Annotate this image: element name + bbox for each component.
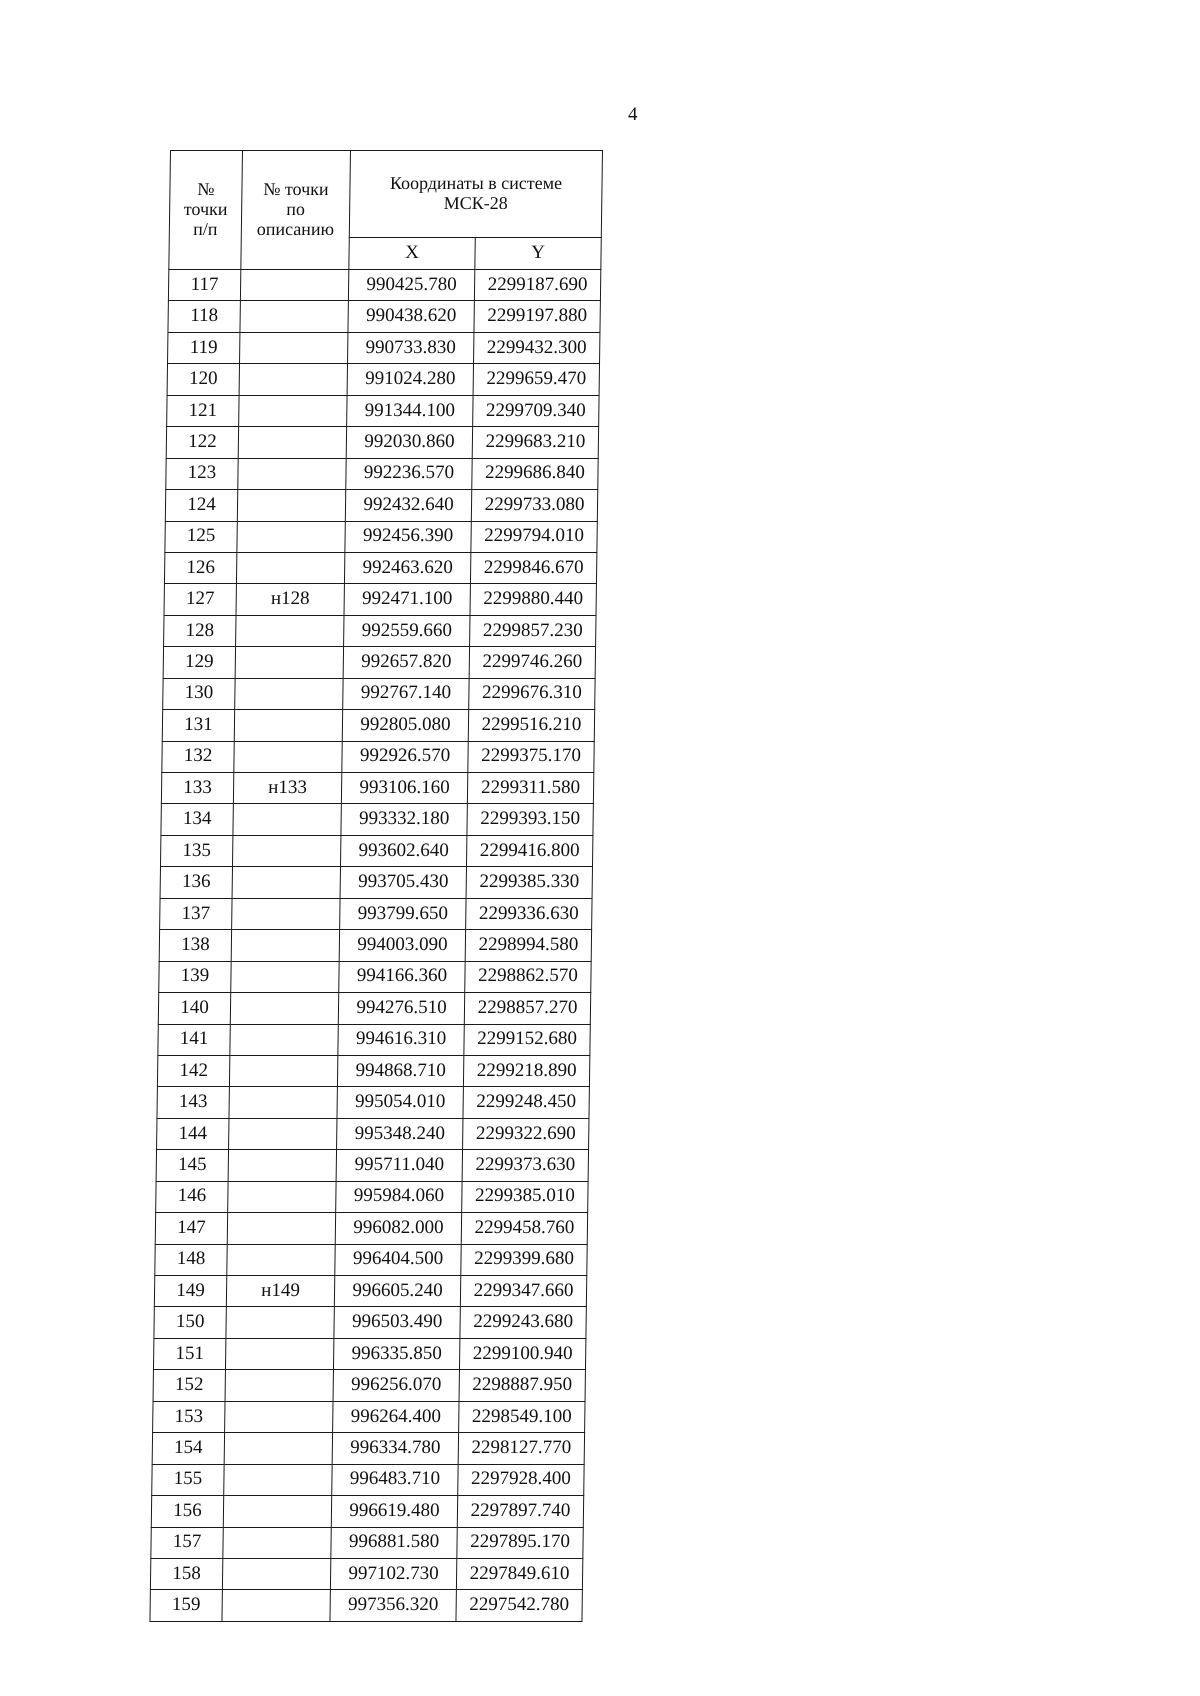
- table-row: [151, 1527, 583, 1558]
- table-row: [158, 1024, 590, 1055]
- table-row: [163, 678, 595, 709]
- point-number-cell: 151: [153, 1338, 225, 1369]
- x-coordinate-cell: 996404.500: [335, 1244, 461, 1275]
- x-coordinate-cell: 995054.010: [337, 1087, 463, 1118]
- y-coordinate-cell: 2299336.630: [466, 898, 592, 929]
- point-number-cell: 126: [164, 552, 236, 583]
- table-row: [160, 867, 592, 898]
- y-coordinate-cell: 2299733.080: [471, 490, 597, 521]
- table-row: [153, 1338, 585, 1369]
- table-row: [153, 1401, 585, 1432]
- point-number-cell: 117: [168, 270, 240, 301]
- y-coordinate-cell: 2299187.690: [474, 270, 600, 301]
- table-row: [162, 741, 594, 772]
- x-coordinate-cell: 992456.390: [345, 521, 471, 552]
- y-coordinate-cell: 2299659.470: [473, 364, 599, 395]
- y-coordinate-cell: 2297895.170: [457, 1527, 583, 1558]
- point-number-cell: 154: [152, 1433, 224, 1464]
- x-coordinate-cell: 992432.640: [345, 490, 471, 521]
- y-coordinate-cell: 2298862.570: [465, 961, 591, 992]
- point-number-cell: 135: [160, 835, 232, 866]
- description-point-cell: [227, 1213, 335, 1244]
- col-description-point-header-line1: № точки: [263, 179, 329, 200]
- y-coordinate-cell: 2299880.440: [470, 584, 596, 615]
- table-row: [163, 647, 595, 678]
- col-point-number-header-line3: п/п: [193, 218, 218, 239]
- table-row: [167, 395, 599, 426]
- point-number-cell: 137: [160, 898, 232, 929]
- y-coordinate-cell: 2299458.760: [461, 1213, 587, 1244]
- description-point-cell: [222, 1558, 330, 1589]
- point-number-cell: 148: [155, 1244, 227, 1275]
- point-number-cell: 152: [153, 1370, 225, 1401]
- table-row: [157, 1118, 589, 1149]
- description-point-cell: [239, 395, 347, 426]
- description-point-cell: [240, 301, 348, 332]
- description-point-cell: [234, 710, 342, 741]
- x-coordinate-cell: 994003.090: [339, 930, 465, 961]
- y-coordinate-cell: 2299746.260: [469, 647, 595, 678]
- table-row: [150, 1590, 582, 1621]
- description-point-cell: [226, 1307, 334, 1338]
- table-row: [154, 1276, 586, 1307]
- table-row: [156, 1150, 588, 1181]
- description-point-cell: [225, 1401, 333, 1432]
- table-row: [162, 710, 594, 741]
- description-point-cell: [233, 804, 341, 835]
- x-coordinate-cell: 993332.180: [341, 804, 467, 835]
- point-number-cell: 150: [154, 1307, 226, 1338]
- table-row: [155, 1213, 587, 1244]
- coordinates-table: [149, 150, 603, 1622]
- x-coordinate-cell: 992559.660: [344, 615, 470, 646]
- y-coordinate-cell: 2298887.950: [459, 1370, 585, 1401]
- x-coordinate-cell: 997102.730: [330, 1558, 456, 1589]
- y-coordinate-cell: 2299676.310: [469, 678, 595, 709]
- col-description-point-header: [241, 151, 351, 270]
- x-coordinate-cell: 992767.140: [343, 678, 469, 709]
- table-row: [164, 584, 596, 615]
- point-number-cell: 134: [161, 804, 233, 835]
- description-point-cell: [230, 1024, 338, 1055]
- description-point-cell: [223, 1496, 331, 1527]
- point-number-cell: 153: [153, 1401, 225, 1432]
- table-row: [153, 1370, 585, 1401]
- point-number-cell: 136: [160, 867, 232, 898]
- x-coordinate-cell: 996605.240: [334, 1276, 460, 1307]
- x-coordinate-cell: 993106.160: [341, 773, 467, 804]
- y-coordinate-cell: 2299385.330: [466, 867, 592, 898]
- point-number-cell: 142: [157, 1055, 229, 1086]
- table-row: [151, 1496, 583, 1527]
- y-coordinate-cell: 2299248.450: [463, 1087, 589, 1118]
- y-coordinate-cell: 2297542.780: [456, 1590, 582, 1621]
- description-point-cell: [225, 1338, 333, 1369]
- col-point-number-header: [169, 151, 243, 270]
- description-point-cell: [235, 678, 343, 709]
- y-coordinate-cell: 2299393.150: [467, 804, 593, 835]
- x-coordinate-cell: 993799.650: [340, 898, 466, 929]
- x-coordinate-cell: 991344.100: [347, 395, 473, 426]
- y-coordinate-cell: 2297928.400: [458, 1464, 584, 1495]
- point-number-cell: 138: [159, 930, 231, 961]
- x-coordinate-cell: 994868.710: [337, 1055, 463, 1086]
- point-number-cell: 118: [168, 301, 240, 332]
- point-number-cell: 157: [151, 1527, 223, 1558]
- y-coordinate-cell: 2299373.630: [462, 1150, 588, 1181]
- x-coordinate-cell: 996334.780: [332, 1433, 458, 1464]
- table-row: [165, 490, 597, 521]
- table-row: [168, 301, 600, 332]
- table-row: [156, 1181, 588, 1212]
- point-number-cell: 149: [154, 1276, 226, 1307]
- x-coordinate-cell: 996082.000: [335, 1213, 461, 1244]
- x-coordinate-cell: 994616.310: [338, 1024, 464, 1055]
- table-row: [158, 993, 590, 1024]
- x-coordinate-cell: 993705.430: [340, 867, 466, 898]
- table-row: [157, 1055, 589, 1086]
- y-coordinate-cell: 2297849.610: [456, 1558, 582, 1589]
- description-point-cell: [235, 647, 343, 678]
- description-point-cell: [228, 1150, 336, 1181]
- x-coordinate-cell: 992657.820: [343, 647, 469, 678]
- col-point-number-header-line1: №: [197, 179, 215, 200]
- point-number-cell: 145: [156, 1150, 228, 1181]
- col-description-point-header-line3: описанию: [256, 218, 335, 239]
- coordinates-system-header-line2: МСК-28: [443, 193, 508, 213]
- x-coordinate-cell: 995711.040: [336, 1150, 462, 1181]
- point-number-cell: 140: [158, 993, 230, 1024]
- x-coordinate-cell: 993602.640: [340, 835, 466, 866]
- description-point-cell: [222, 1590, 330, 1621]
- y-coordinate-cell: 2299100.940: [459, 1338, 585, 1369]
- description-point-cell: [237, 490, 345, 521]
- table-row: [164, 615, 596, 646]
- point-number-cell: 130: [163, 678, 235, 709]
- x-coordinate-cell: 996335.850: [333, 1338, 459, 1369]
- point-number-cell: 155: [152, 1464, 224, 1495]
- y-coordinate-cell: 2298549.100: [459, 1401, 585, 1432]
- point-number-cell: 131: [162, 710, 234, 741]
- y-coordinate-cell: 2299218.890: [463, 1055, 589, 1086]
- point-number-cell: 120: [167, 364, 239, 395]
- description-point-cell: [237, 521, 345, 552]
- x-coordinate-cell: 992805.080: [342, 710, 468, 741]
- point-number-cell: 147: [155, 1213, 227, 1244]
- x-coordinate-cell: 996503.490: [334, 1307, 460, 1338]
- point-number-cell: 156: [151, 1496, 223, 1527]
- y-coordinate-cell: 2297897.740: [457, 1496, 583, 1527]
- description-point-cell: н128: [236, 584, 344, 615]
- x-coordinate-cell: 995984.060: [336, 1181, 462, 1212]
- y-coordinate-cell: 2299243.680: [460, 1307, 586, 1338]
- table-row: [161, 804, 593, 835]
- description-point-cell: [234, 741, 342, 772]
- x-coordinate-cell: 996881.580: [331, 1527, 457, 1558]
- description-point-cell: [229, 1118, 337, 1149]
- x-coordinate-cell: 992463.620: [344, 552, 470, 583]
- description-point-cell: [227, 1244, 335, 1275]
- point-number-cell: 143: [157, 1087, 229, 1118]
- coordinates-system-header-line1: Координаты в системе: [389, 173, 563, 194]
- col-description-point-header-line2: по: [286, 199, 306, 220]
- y-coordinate-cell: 2299347.660: [460, 1276, 586, 1307]
- table-row: [168, 332, 600, 363]
- x-coordinate-cell: 994166.360: [339, 961, 465, 992]
- point-number-cell: 132: [162, 741, 234, 772]
- description-point-cell: [236, 615, 344, 646]
- col-point-number-header-line2: точки: [183, 199, 228, 220]
- y-coordinate-cell: 2299197.880: [474, 301, 600, 332]
- page-number: 4: [628, 104, 638, 125]
- point-number-cell: 125: [165, 521, 237, 552]
- x-coordinate-cell: 992926.570: [342, 741, 468, 772]
- x-coordinate-cell: 996264.400: [333, 1401, 459, 1432]
- y-coordinate-cell: 2298994.580: [465, 930, 591, 961]
- y-coordinate-cell: 2299385.010: [462, 1181, 588, 1212]
- y-coordinate-cell: 2299311.580: [467, 773, 593, 804]
- y-coordinate-cell: 2298127.770: [458, 1433, 584, 1464]
- table-row: [160, 898, 592, 929]
- x-coordinate-cell: 996619.480: [331, 1496, 457, 1527]
- x-coordinate-cell: 995348.240: [337, 1118, 463, 1149]
- point-number-cell: 158: [150, 1558, 222, 1589]
- table-row: [161, 773, 593, 804]
- description-point-cell: [232, 867, 340, 898]
- y-coordinate-cell: 2299375.170: [468, 741, 594, 772]
- y-coordinate-cell: 2299846.670: [470, 552, 596, 583]
- table-row: [164, 552, 596, 583]
- description-point-cell: [238, 458, 346, 489]
- x-coordinate-cell: 994276.510: [338, 993, 464, 1024]
- table-row: [152, 1464, 584, 1495]
- description-point-cell: [231, 961, 339, 992]
- point-number-cell: 159: [150, 1590, 222, 1621]
- y-coordinate-cell: 2298857.270: [464, 993, 590, 1024]
- y-coordinate-cell: 2299683.210: [472, 427, 598, 458]
- description-point-cell: [240, 332, 348, 363]
- description-point-cell: [239, 364, 347, 395]
- description-point-cell: [231, 930, 339, 961]
- description-point-cell: н133: [233, 773, 341, 804]
- table-row: [157, 1087, 589, 1118]
- table-body: [150, 270, 601, 1622]
- table-row: [150, 1558, 582, 1589]
- point-number-cell: 141: [158, 1024, 230, 1055]
- x-coordinate-cell: 992236.570: [346, 458, 472, 489]
- description-point-cell: [229, 1087, 337, 1118]
- x-coordinate-cell: 990425.780: [348, 270, 474, 301]
- table-row: [160, 835, 592, 866]
- point-number-cell: 128: [164, 615, 236, 646]
- point-number-cell: 122: [166, 427, 238, 458]
- description-point-cell: [229, 1055, 337, 1086]
- description-point-cell: [232, 898, 340, 929]
- point-number-cell: 139: [159, 961, 231, 992]
- y-coordinate-cell: 2299399.680: [461, 1244, 587, 1275]
- description-point-cell: [224, 1433, 332, 1464]
- x-coordinate-cell: 992030.860: [346, 427, 472, 458]
- y-coordinate-cell: 2299857.230: [470, 615, 596, 646]
- description-point-cell: [228, 1181, 336, 1212]
- y-coordinate-cell: 2299686.840: [472, 458, 598, 489]
- point-number-cell: 123: [166, 458, 238, 489]
- y-coordinate-cell: 2299322.690: [463, 1118, 589, 1149]
- table-row: [152, 1433, 584, 1464]
- table-row: [159, 961, 591, 992]
- x-coordinate-cell: 997356.320: [330, 1590, 456, 1621]
- x-coordinate-cell: 990438.620: [348, 301, 474, 332]
- description-point-cell: [232, 835, 340, 866]
- y-coordinate-cell: 2299794.010: [471, 521, 597, 552]
- description-point-cell: н149: [226, 1276, 334, 1307]
- col-y-header: Y: [475, 238, 601, 270]
- description-point-cell: [240, 270, 348, 301]
- point-number-cell: 129: [163, 647, 235, 678]
- y-coordinate-cell: 2299416.800: [466, 835, 592, 866]
- description-point-cell: [224, 1464, 332, 1495]
- table-row: [166, 427, 598, 458]
- table-header: [169, 151, 603, 270]
- table-row: [166, 458, 598, 489]
- col-x-header: X: [349, 238, 475, 270]
- point-number-cell: 127: [164, 584, 236, 615]
- point-number-cell: 121: [167, 395, 239, 426]
- x-coordinate-cell: 996483.710: [332, 1464, 458, 1495]
- table-row: [159, 930, 591, 961]
- y-coordinate-cell: 2299516.210: [468, 710, 594, 741]
- point-number-cell: 146: [156, 1181, 228, 1212]
- y-coordinate-cell: 2299152.680: [464, 1024, 590, 1055]
- description-point-cell: [230, 993, 338, 1024]
- table-row: [154, 1307, 586, 1338]
- x-coordinate-cell: 991024.280: [347, 364, 473, 395]
- table-row: [167, 364, 599, 395]
- x-coordinate-cell: 992471.100: [344, 584, 470, 615]
- table-row: [155, 1244, 587, 1275]
- point-number-cell: 144: [157, 1118, 229, 1149]
- table-row: [168, 270, 600, 301]
- description-point-cell: [236, 552, 344, 583]
- y-coordinate-cell: 2299432.300: [474, 332, 600, 363]
- x-coordinate-cell: 996256.070: [333, 1370, 459, 1401]
- x-coordinate-cell: 990733.830: [348, 332, 474, 363]
- description-point-cell: [223, 1527, 331, 1558]
- coordinates-system-header: [349, 151, 602, 238]
- description-point-cell: [238, 427, 346, 458]
- point-number-cell: 119: [168, 332, 240, 363]
- point-number-cell: 124: [165, 490, 237, 521]
- table-row: [165, 521, 597, 552]
- point-number-cell: 133: [161, 773, 233, 804]
- y-coordinate-cell: 2299709.340: [473, 395, 599, 426]
- description-point-cell: [225, 1370, 333, 1401]
